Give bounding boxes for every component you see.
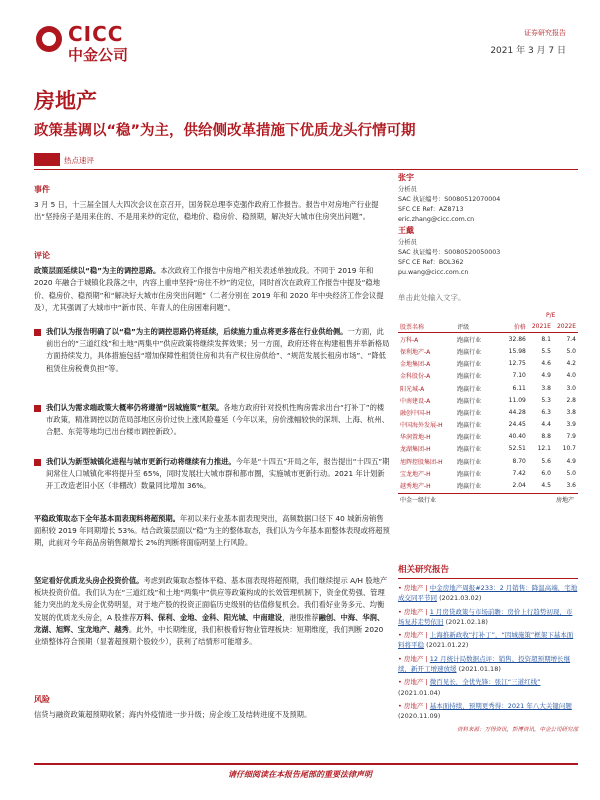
related-date: (2021.01.18)	[458, 665, 501, 674]
stock-price: 2.04	[512, 482, 526, 490]
stock-rating: 跑赢行业	[457, 434, 482, 442]
related-item[interactable]	[398, 630, 578, 651]
stock-rating: 跑赢行业	[457, 446, 482, 454]
stock-rating: 跑赢行业	[457, 348, 482, 356]
bullet-marker	[34, 459, 41, 466]
stock-price: 32.86	[508, 335, 526, 343]
table-note-right: 房地产	[555, 496, 574, 504]
related-kind: • 房地产 |	[398, 654, 428, 663]
analyst-email[interactable]: eric.zhang@cicc.com.cn	[398, 216, 475, 223]
pe-2022e: 3.0	[566, 384, 576, 392]
related-kind: • 房地产 |	[398, 607, 428, 616]
stock-rating: 跑赢行业	[457, 373, 482, 381]
related-date: (2021.03.02)	[439, 594, 482, 603]
related-date: (2021.02.18)	[445, 617, 488, 626]
bullet-3-text: 今年是“十四五”开局之年，报告提出“十四五”期间常住人口城镇化率将提升至 65%，同时发展壮大城市群和都市圈，实施城市更新行动。2021 年计划新开工改造老旧小区（非棚改）数量同比增加 36%。	[46, 457, 390, 491]
headline: 政策基调以“稳”为主，供给侧改革措施下优质龙头行情可期	[34, 123, 416, 139]
stock-price: 8.70	[512, 457, 526, 465]
analyst-sfc: SFC CE Ref：BOL362	[398, 259, 464, 266]
logo-cn: 中金公司	[68, 46, 129, 64]
table-row	[398, 382, 578, 394]
stock-name: 宝龙地产-H	[400, 470, 431, 478]
risk-text: 信贷与融资政策超预期收紧；海内外疫情进一步升级；房企竣工及结转进度不及预期。	[34, 710, 312, 720]
bullet-2-text: 各地方政府针对投机性购房需求出台“打补丁”的楼市政策，精准调控以防范局部地区房价过快上涨风险蔓延（今年以来，房价涨幅较快的深圳、上海、杭州、合肥、东莞等地均已出台楼市调控新政）。	[46, 403, 389, 437]
analyst-2	[398, 225, 578, 278]
pe-2021e: 4.5	[541, 482, 551, 490]
a-share-picks: 万科、保利、金地、金科、阳光城、中南建设	[136, 612, 283, 622]
comment-paragraph-2	[34, 513, 390, 550]
stock-name: 越秀地产-H	[400, 483, 431, 491]
pe-2022e: 5.0	[566, 469, 576, 477]
pe-label: P/E	[546, 312, 556, 319]
pe-2022e: 3.8	[566, 408, 576, 416]
stock-rating: 跑赢行业	[457, 422, 482, 430]
stock-name: 万科-A	[400, 336, 419, 344]
related-date: (2021.01.04)	[398, 688, 441, 697]
related-section	[398, 563, 578, 733]
pe-2021e: 8.8	[541, 433, 551, 441]
stock-price: 44.28	[508, 408, 526, 416]
related-title[interactable]: 基本面持续，预期更秀得：2021 年八大关键问题	[429, 701, 572, 710]
comment-p3-text-b: 均衡发展的优质龙头房企，A 股推荐	[34, 600, 385, 622]
stock-rating: 跑赢行业	[457, 336, 482, 344]
related-divider	[398, 578, 578, 579]
table-note	[398, 493, 578, 504]
risk-heading: 风险	[34, 695, 50, 704]
stock-rating: 跑赢行业	[457, 483, 482, 491]
event-text: 3 月 5 日，十三届全国人大四次会议在京召开，国务院总理李克强作政府工作报告。报告中对房地产行业提出“坚持房子是用来住的、不是用来炒的定位，稳地价、稳房价、稳预期，解决好大城市住房突出问题”。	[34, 200, 379, 222]
pe-2022e: 2.8	[566, 396, 576, 404]
stock-price: 52.51	[508, 445, 526, 453]
stock-rating: 跑赢行业	[457, 361, 482, 369]
table-row	[398, 467, 578, 479]
related-date: (2020.11.09)	[398, 712, 441, 721]
pe-2021e: 5.5	[541, 347, 551, 355]
stock-name: 龙湖集团-H	[400, 446, 431, 454]
col-header: 股票名称	[398, 320, 455, 333]
pe-2022e: 3.6	[566, 482, 576, 490]
stock-rating: 跑赢行业	[457, 458, 482, 466]
related-item[interactable]	[398, 701, 578, 722]
analyst-1	[398, 172, 578, 225]
table-row	[398, 358, 578, 370]
logo-en: CICC	[68, 22, 124, 46]
footer-disclaimer[interactable]: 请仔细阅读在本报告尾部的重要法律声明	[228, 770, 372, 779]
comment-p3-tail: 。此外，中长期维度，我们积极看好物业管理板块：短期维度，我们判断 2020 业绩整体符合预期（显著超预期个股较少），获利了结情形可能增多。	[34, 624, 384, 647]
bullet-1	[46, 326, 390, 375]
table-row	[398, 479, 578, 491]
stock-name: 旭辉控股集团-H	[400, 458, 443, 466]
tag-marker	[34, 153, 60, 166]
related-kind: • 房地产 |	[398, 584, 428, 592]
comment-p1-text: 本次政府工作报告中房地产相关表述单独成段。不同于 2019 年和 2020 年融合于城镇化段落之中，内容上重申坚持“房住不炒”的定位，同时首次在政府工作报告中提及“稳地价、稳房价、稳预期”和“解决好大城市住房突出问题”（二者分别在 2019 年和 2020 年中央经济工作会议提及），尤其强调了大城市中“新市民、年青人的住房困难问题”。	[34, 266, 384, 312]
pe-2022e: 7.4	[566, 335, 576, 343]
cicc-logo-icon	[36, 26, 62, 52]
analyst-role: 分析员	[398, 186, 417, 193]
table-row	[398, 370, 578, 382]
stock-price: 15.98	[508, 347, 526, 355]
cicc-logo	[36, 22, 166, 68]
stock-name: 融创中国-H	[400, 409, 431, 417]
stock-table	[398, 320, 578, 492]
bullet-marker	[34, 329, 41, 336]
comment-paragraph-3	[34, 575, 390, 648]
col-header: 价格	[498, 320, 528, 333]
pe-2021e: 5.3	[541, 396, 551, 404]
related-item[interactable]	[398, 654, 578, 675]
related-title[interactable]: 上海推新政收“打补丁”，“因城施策”框架下基本面料将平稳	[398, 631, 574, 650]
related-kind: • 房地产 |	[398, 701, 428, 710]
bullet-3	[46, 456, 390, 493]
stock-price: 11.09	[508, 396, 526, 404]
table-row	[398, 443, 578, 455]
tag-label: 热点速评	[64, 156, 94, 165]
table-caption: 单击此处输入文字。	[398, 293, 466, 302]
related-item[interactable]	[398, 583, 578, 604]
event-heading: 事件	[34, 185, 50, 194]
related-title[interactable]: 12 月统计局数据点评：销售、投资超预期增长继续，新开工增速放缓	[398, 654, 571, 674]
stock-price: 12.75	[508, 360, 526, 368]
bullet-1-text: 一方面，此前出台的“三道红线”和土地“两集中”供应政策将继续发挥效果；另一方面，政府还将在构建租售并举新格局方面持续发力，具体措施包括“增加保障性租赁住房和共有产权住房供给”、“规范发展长租房市场”、“降低租赁住房税费负担”等。	[46, 327, 390, 373]
table-row	[398, 419, 578, 431]
stock-price: 40.40	[508, 433, 526, 441]
related-title[interactable]: 中金房地产周报#233：2 月销售：降温高端，宅地成交同平节同	[398, 584, 578, 603]
analyst-role: 分析员	[398, 239, 417, 246]
related-item[interactable]	[398, 607, 578, 628]
stock-table-wrap	[398, 320, 578, 504]
table-row	[398, 406, 578, 418]
analyst-name: 王戴	[398, 226, 414, 235]
pe-2022e: 4.9	[566, 457, 576, 465]
pe-2021e: 12.1	[537, 445, 551, 453]
stock-rating: 跑赢行业	[457, 385, 482, 393]
pe-2022e: 3.9	[566, 421, 576, 429]
related-title[interactable]: 微百见长，全优先锋：张江“三道红线”	[429, 678, 541, 687]
h-share-picks: 融创、中海、华润、龙湖、旭辉、宝龙地产、越秀	[34, 612, 385, 634]
comment-paragraph-1	[34, 265, 390, 314]
col-header: 2022E	[553, 320, 578, 333]
comment-p1-bold: 政策层面延续以“稳”为主的调控思路。	[34, 266, 161, 276]
footer-divider	[34, 763, 578, 765]
stock-price: 24.45	[508, 421, 526, 429]
pe-2022e: 4.0	[566, 372, 576, 380]
pe-2022e: 5.0	[566, 347, 576, 355]
analyst-name: 张宇	[398, 173, 414, 182]
stock-name: 阳光城-A	[400, 385, 425, 393]
pe-2021e: 8.1	[541, 335, 551, 343]
related-kind: • 房地产 |	[398, 631, 428, 640]
analyst-sac: SAC 执证编号：S0080512070004	[398, 196, 501, 203]
comment-p3-text-a: 考虑到政策取态整体平稳、基本面表现将超预期，我们继续提示 A/H 股地产板块投资价值。我们认为在“三道红线”和土地“两集中”供应等政策构成的长效管理机制下，资金优势强、管理能力突出的龙头房企优势明显，对于地产股的投资正面临历史级别的估值修复机会。我们看好业务多元、	[34, 576, 388, 610]
stock-price: 7.10	[512, 372, 526, 380]
pe-2021e: 3.8	[541, 384, 551, 392]
pe-2021e: 4.6	[541, 360, 551, 368]
pe-2021e: 4.4	[541, 421, 551, 429]
bullet-3-bold: 我们认为新型城镇化进程与城市更新行动将继续有力推进。	[46, 457, 236, 466]
stock-name: 金科股份-A	[400, 373, 431, 381]
pe-2021e: 5.6	[541, 457, 551, 465]
related-item[interactable]	[398, 677, 578, 698]
comment-p3-bold: 坚定看好优质龙头房企投资价值。	[34, 576, 144, 585]
stock-name: 金地集团-A	[400, 361, 431, 369]
analyst-sac: SAC 执证编号：S0080520050003	[398, 249, 501, 256]
table-header-row	[398, 320, 578, 333]
analyst-sfc: SFC CE Ref：AZ8713	[398, 206, 464, 213]
col-header: 评级	[455, 320, 498, 333]
risk-section	[34, 694, 390, 721]
pe-2021e: 6.3	[541, 408, 551, 416]
pe-2021e: 6.0	[541, 469, 551, 477]
comment-heading: 评论	[34, 251, 50, 260]
report-type: 证券研究报告	[524, 29, 566, 37]
stock-name: 中国海外发展-H	[400, 422, 443, 430]
related-heading: 相关研究报告	[398, 565, 450, 575]
event-section	[34, 184, 390, 224]
analyst-email[interactable]: pu.wang@cicc.com.cn	[398, 269, 469, 276]
related-kind: • 房地产 |	[398, 678, 428, 687]
table-row	[398, 345, 578, 357]
table-row	[398, 431, 578, 443]
bullet-2	[46, 402, 390, 439]
table-row	[398, 333, 578, 346]
col-header: 2021E	[528, 320, 553, 333]
stock-price: 6.11	[512, 384, 526, 392]
stock-rating: 跑赢行业	[457, 397, 482, 405]
comment-p3-mid: ，港股推荐	[282, 612, 319, 622]
pe-2022e: 10.7	[562, 445, 576, 453]
bullet-2-bold: 我们认为需求端政策大概率仍将遵循“因城施策”框架。	[46, 403, 224, 412]
pe-2022e: 4.2	[566, 360, 576, 368]
stock-rating: 跑赢行业	[457, 409, 482, 417]
table-row	[398, 394, 578, 406]
comment-section	[34, 250, 390, 314]
related-title[interactable]: 1 月房贷政策与市场前瞻：房价上行趋势初现，市场复苏走势依旧	[398, 607, 573, 626]
report-date: 2021 年 3 月 7 日	[490, 46, 566, 56]
stock-price: 7.42	[512, 469, 526, 477]
stock-name: 中南建设-A	[400, 397, 431, 405]
comment-p2-text: 年初以来行业基本面表现突出，高频数据口径下 40 城新房销售面积较 2019 年同期增长 53%。结合政策层面以“稳”为主的整体取态，我们认为今年基本面整体表现或将超预期，此前对今年商品房销售额增长 2%的判断将面临明显上行风险。	[34, 514, 390, 548]
stock-name: 华润置地-H	[400, 434, 431, 442]
comment-p2-bold: 平稳政策取态下全年基本面表现料将超预期。	[34, 514, 180, 523]
related-source: 资料来源：万得资讯，彭博资讯，中金公司研究部	[456, 726, 578, 733]
sector-title: 房地产	[34, 89, 97, 113]
pe-2021e: 4.9	[541, 372, 551, 380]
bullet-1-bold: 我们认为报告明确了以“稳”为主的调控思路仍将延续，后续施力重点将更多落在行业供给侧。	[46, 327, 348, 336]
stock-rating: 跑赢行业	[457, 470, 482, 478]
table-row	[398, 455, 578, 467]
bullet-marker	[34, 405, 41, 412]
stock-name: 保利地产-A	[400, 348, 431, 356]
tag-divider	[34, 169, 578, 170]
related-date: (2021.01.22)	[426, 641, 469, 650]
table-note-left: 中金一级行业	[400, 496, 437, 504]
pe-2022e: 7.9	[566, 433, 576, 441]
